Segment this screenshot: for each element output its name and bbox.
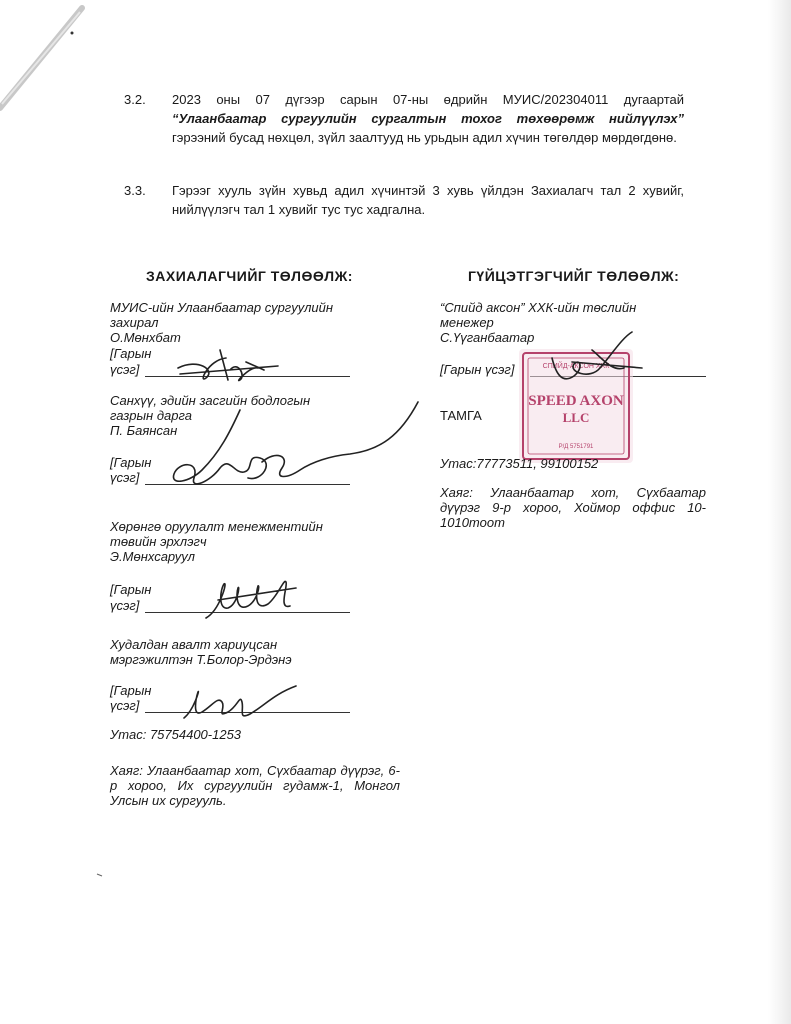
clause-text-part: 2023 оны 07 дүгээр сарын 07-ны өдрийн МУИС/202304011 дугаартай — [172, 92, 684, 107]
seal-label: ТАМГА — [440, 408, 482, 423]
scan-fold-mark — [0, 0, 120, 110]
customer-heading: ЗАХИАЛАГЧИЙГ ТӨЛӨӨЛЖ: — [146, 268, 353, 284]
clause-text — [172, 90, 684, 147]
clause-text: Гэрээг хууль зүйн хувьд адил хүчинтэй 3 хувь үйлдэн Захиалагч тал 2 хувийг, нийлүүлэгч тал 1 хувийг тус тус хадгална. — [172, 183, 684, 217]
signer-title: мэргэжилтэн Т.Болор-Эрдэнэ — [110, 652, 292, 667]
signer-title: Худалдан авалт хариуцсан — [110, 637, 278, 652]
stamp-main-text: SPEED AXON — [528, 393, 624, 409]
signature-label: үсэг] — [110, 698, 140, 713]
signature-label: үсэг] — [110, 598, 140, 613]
customer-phone: Утас: 75754400-1253 — [110, 727, 242, 742]
signature-label: [Гарын — [110, 683, 152, 698]
signature-5 — [532, 328, 672, 398]
signer-title: төвийн эрхлэгч — [110, 534, 207, 549]
signer-name: С.Үүганбаатар — [440, 330, 535, 345]
clause-text-part: гэрээний бусад нөхцөл, зүйл заалтууд нь урьдын адил хүчин төгөлдөр мөрдөгдөнө. — [172, 130, 677, 145]
signature-label: үсэг] — [110, 362, 140, 377]
scan-edge-shadow — [768, 0, 791, 1024]
signer-title: захирал — [110, 315, 159, 330]
stamp-reg-text: Р/Д 5751791 — [558, 444, 594, 450]
signer-title: менежер — [440, 315, 494, 330]
signature-label: [Гарын үсэг] — [440, 362, 515, 377]
stamp-main-text: LLC — [562, 410, 590, 425]
signature-4 — [178, 678, 308, 728]
stamp-top-text: СПИЙД-АКСОН ХХК — [542, 363, 610, 370]
supplier-heading: ГҮЙЦЭТГЭГЧИЙГ ТӨЛӨӨЛЖ: — [468, 268, 680, 284]
signer-title: газрын дарга — [110, 408, 192, 423]
scan-speck — [96, 870, 106, 880]
signature-label: [Гарын — [110, 582, 152, 597]
supplier-address: Хаяг: Улаанбаатар хот, Сүхбаатар дүүрэг 9-р хороо, Хоймор оффис 10-1010тоот — [440, 485, 706, 530]
signer-title: Хөрөнгө оруулалт менежментийн — [110, 519, 323, 534]
signer-title: “Спийд аксон” ХХК-ийн төслийн — [440, 300, 637, 315]
supplier-phone: Утас:77773511, 99100152 — [440, 456, 599, 471]
signer-title: МУИС-ийн Улаанбаатар сургуулийн — [110, 300, 334, 315]
signature-3 — [198, 570, 318, 630]
customer-address: Хаяг: Улаанбаатар хот, Сүхбаатар дүүрэг, 6-р хороо, Их сургуулийн гудамж-1, Монгол Улсын их сургууль. — [110, 763, 400, 808]
contract-title: “Улаанбаатар сургуулийн сургалтын тохог төхөөрөмж нийлүүлэх” — [172, 111, 684, 126]
signature-label: [Гарын — [110, 455, 152, 470]
signer-name: О.Мөнхбат — [110, 330, 181, 345]
signature-2 — [150, 382, 470, 512]
signature-label: [Гарын — [110, 346, 152, 361]
signer-name: П. Баянсан — [110, 423, 178, 438]
signer-name: Э.Мөнхсаруул — [110, 549, 195, 564]
clause-number: 3.2. — [124, 92, 146, 107]
signature-label: үсэг] — [110, 470, 140, 485]
clause-number: 3.3. — [124, 183, 146, 198]
signer-title: Санхүү, эдийн засгийн бодлогын — [110, 393, 311, 408]
